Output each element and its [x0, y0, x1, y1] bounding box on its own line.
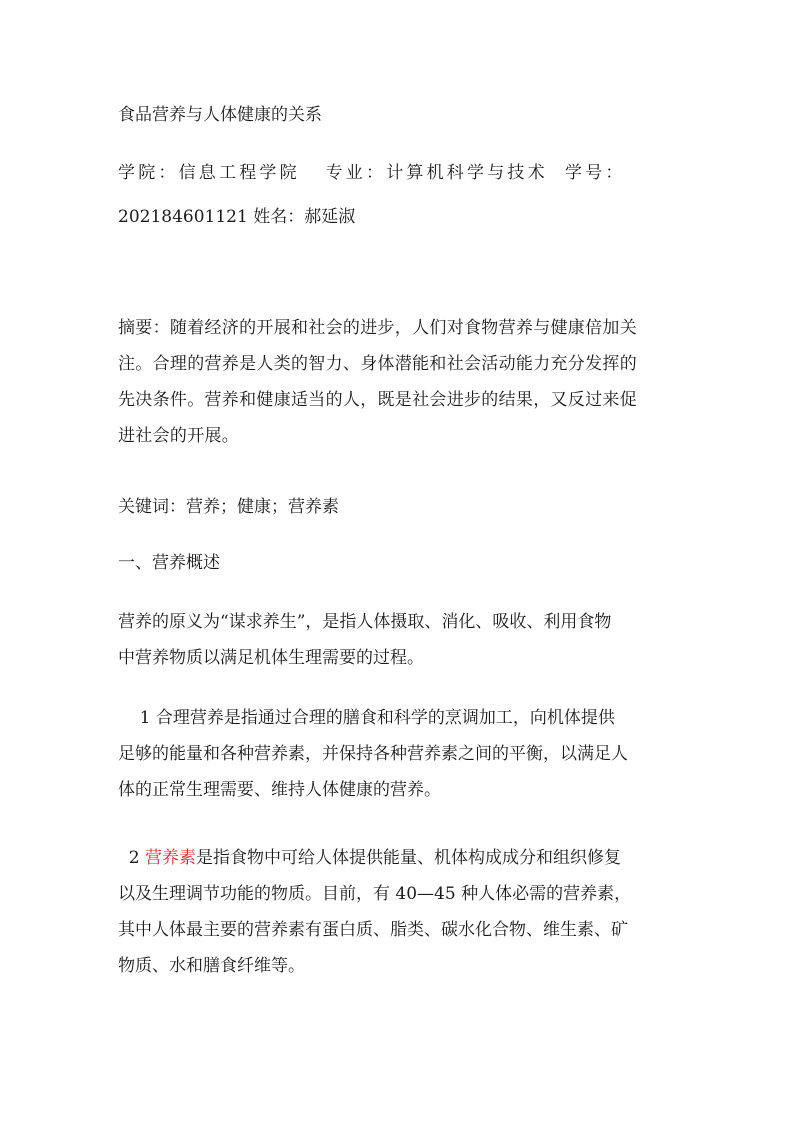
paragraph-line: 足够的能量和各种营养素，并保持各种营养素之间的平衡，以满足人 [118, 744, 628, 764]
section-heading: 一、营养概述 [118, 553, 220, 573]
highlighted-term: 营养素 [145, 848, 197, 868]
point-1-paragraph [118, 700, 684, 808]
paragraph-line: 体的正常生理需要、维持人体健康的营养。 [118, 780, 441, 800]
author-meta-line-1: 学院：信息工程学院 专业：计算机科学与技术 学号： [118, 163, 626, 183]
point-2-paragraph [118, 840, 684, 984]
author-meta-line-2: 202184601121 姓名：郝延淑 [118, 207, 356, 227]
document-title: 食品营养与人体健康的关系 [118, 105, 322, 125]
point-2-first-line-rest: 是指食物中可给人体提供能量、机体构成成分和组织修复 [196, 848, 622, 868]
abstract-line: 注。合理的营养是人类的智力、身体潜能和社会活动能力充分发挥的 [118, 354, 637, 374]
paragraph-line: 营养的原义为“谋求养生”，是指人体摄取、消化、吸收、利用食物 [118, 612, 612, 632]
paragraph-line: 1 合理营养是指通过合理的膳食和科学的烹调加工，向机体提供 [118, 708, 615, 728]
paragraph-line: 其中人体最主要的营养素有蛋白质、脂类、碳水化合物、维生素、矿 [118, 920, 628, 940]
paragraph-line: 以及生理调节功能的物质。目前，有 40—45 种人体必需的营养素， [118, 884, 632, 904]
definition-paragraph [118, 604, 684, 676]
abstract-line: 摘要：随着经济的开展和社会的进步，人们对食物营养与健康倍加关 [118, 318, 637, 338]
point-2-number: 2 [118, 848, 146, 868]
paragraph-line [118, 840, 684, 876]
abstract-paragraph [118, 310, 684, 454]
keywords-line: 关键词：营养；健康；营养素 [118, 497, 339, 517]
abstract-line: 先决条件。营养和健康适当的人，既是社会进步的结果，又反过来促 [118, 390, 637, 410]
paragraph-line: 物质、水和膳食纤维等。 [118, 956, 305, 976]
abstract-line: 进社会的开展。 [118, 426, 240, 446]
paragraph-line: 中营养物质以满足机体生理需要的过程。 [118, 648, 424, 668]
